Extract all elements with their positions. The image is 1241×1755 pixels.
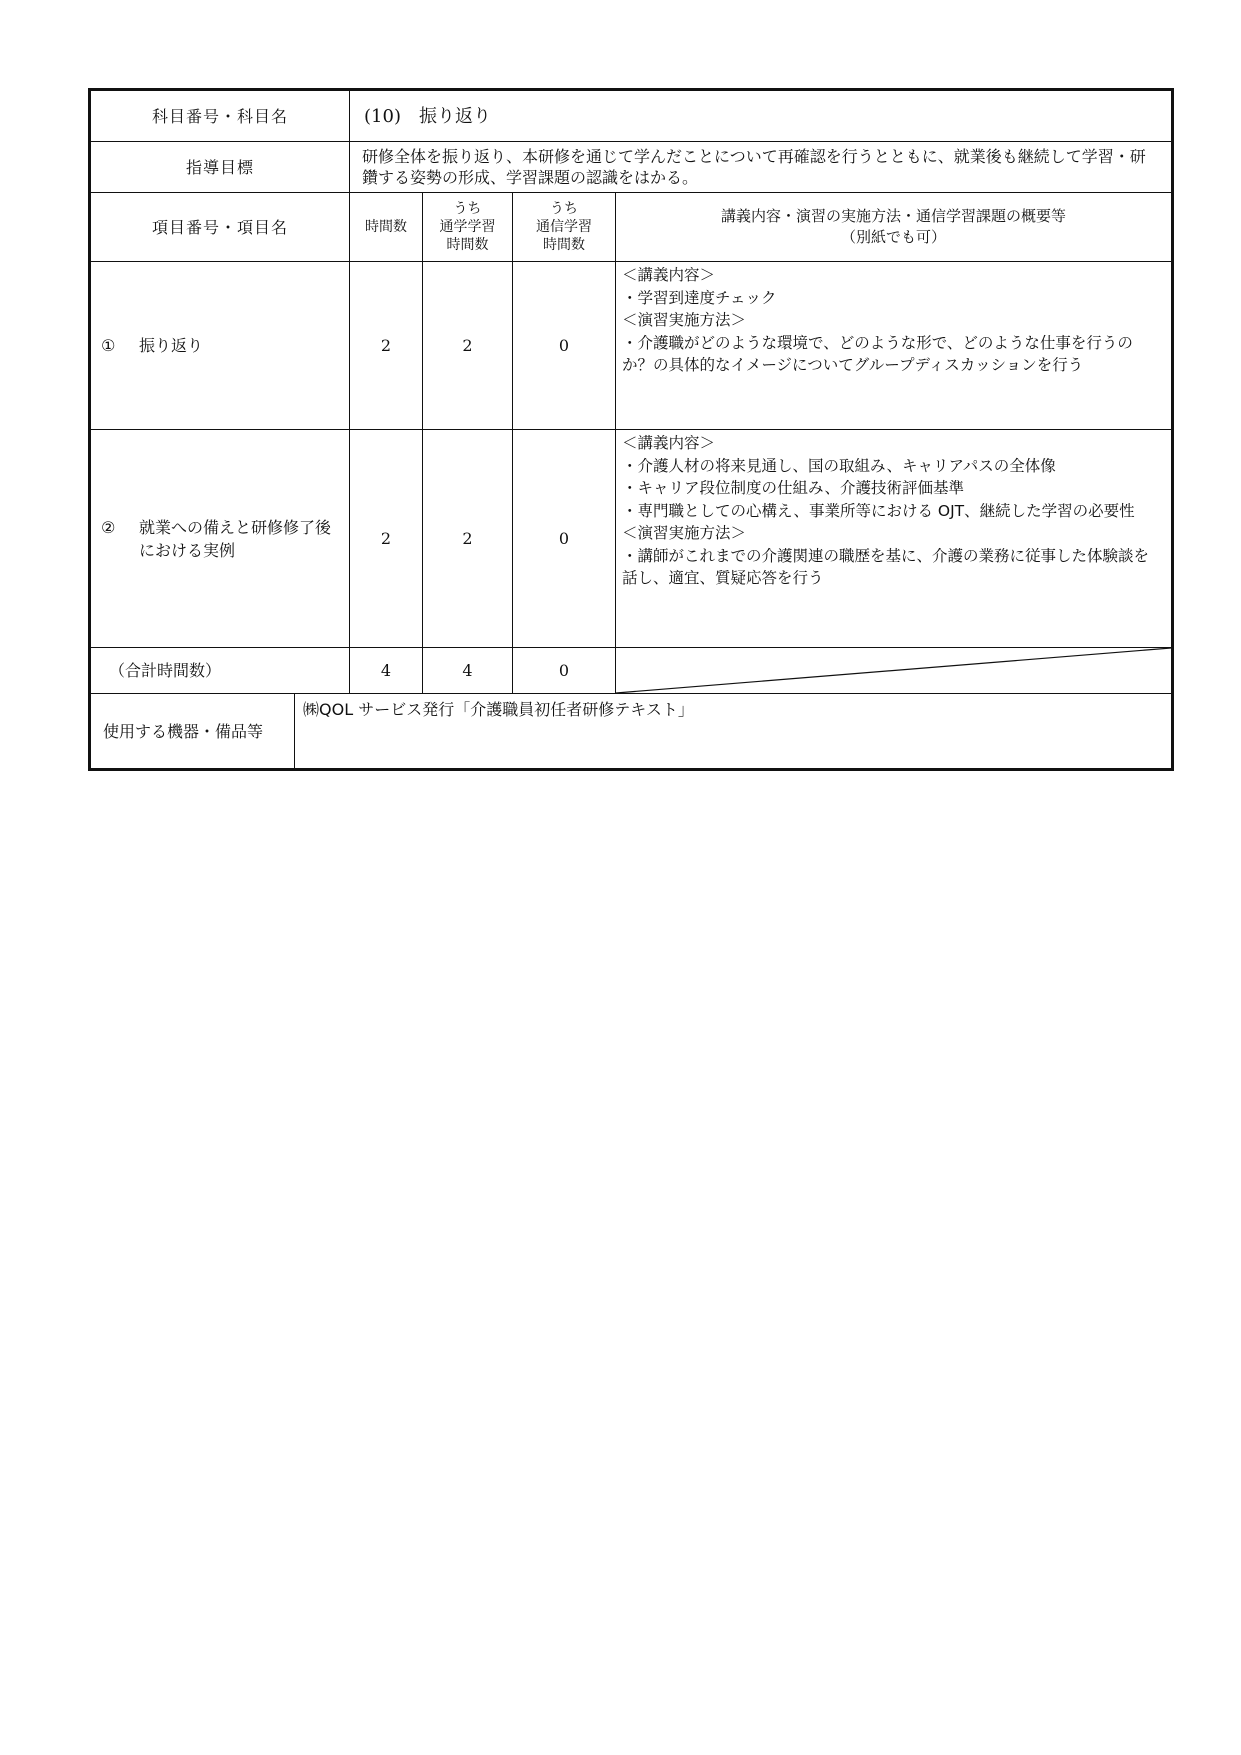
total-hours: 4 [350,648,423,694]
header-attend-hours [423,193,513,262]
item-label-cell [90,262,350,430]
total-attend-hours: 4 [423,648,513,694]
curriculum-sheet [88,88,1171,771]
item-hours: 2 [350,262,423,430]
item-number: ① [101,336,116,355]
item-name: 就業への備えと研修修了後における実例 [139,517,332,560]
header-attend-line1: うち [453,201,482,217]
detail-line: ・介護職がどのような環境で、どのような形で、どのような仕事を行うのか？の具体的なイメージについてグループディスカッションを行う [622,333,1133,374]
equipment-label: 使用する機器・備品等 [90,694,295,770]
item-attend-hours: 2 [423,430,513,648]
header-remote-line1: うち [550,201,579,217]
header-hours: 時間数 [350,193,423,262]
item-label-cell [90,430,350,648]
total-detail-blank [616,648,1173,694]
subject-row [90,90,1173,142]
detail-line: ＜講義内容＞ [622,266,716,284]
column-header-row [90,193,1173,262]
goal-row [90,142,1173,193]
curriculum-table [88,88,1174,771]
detail-line: ・介護人材の将来見通し、国の取組み、キャリアパスの全体像 [622,456,1056,475]
item-hours: 2 [350,430,423,648]
header-detail [616,193,1173,262]
total-remote-hours: 0 [513,648,616,694]
item-attend-hours: 2 [423,262,513,430]
goal-value: 研修全体を振り返り、本研修を通じて学んだことについて再確認を行うとともに、就業後も継続して学習・研鑽する姿勢の形成、学習課題の認識をはかる。 [350,142,1173,193]
header-remote-hours [513,193,616,262]
header-detail-line1: 講義内容・演習の実施方法・通信学習課題の概要等 [721,207,1067,225]
equipment-value: ㈱QOL サービス発行「介護職員初任者研修テキスト」 [295,694,1173,770]
item-remote-hours: 0 [513,262,616,430]
item-number: ② [101,517,116,537]
item-name: 振り返り [139,336,204,355]
header-attend-line3: 時間数 [446,237,489,253]
detail-line: ・専門職としての心構え、事業所等における OJT、継続した学習の必要性 [622,501,1135,520]
total-row [90,648,1173,694]
table-row [90,430,1173,648]
header-remote-line3: 時間数 [543,237,586,253]
subject-value: (10) 振り返り [350,90,1173,142]
total-label: （合計時間数） [90,648,350,694]
table-row [90,262,1173,430]
diagonal-strike-line [616,648,1171,693]
detail-line: ・学習到達度チェック [622,288,777,307]
detail-line: ＜演習実施方法＞ [622,311,747,329]
detail-line: ・キャリア段位制度の仕組み、介護技術評価基準 [622,479,964,497]
header-remote-line2: 通信学習 [536,219,593,235]
detail-line: ・講師がこれまでの介護関連の職歴を基に、介護の業務に従事した体験談を話し、適宜、質疑応答を行う [622,546,1150,587]
detail-line: ＜講義内容＞ [622,434,716,452]
item-remote-hours: 0 [513,430,616,648]
header-detail-line2: （別紙でも可） [841,228,947,246]
header-attend-line2: 通学学習 [439,219,496,235]
detail-line: ＜演習実施方法＞ [622,524,747,542]
subject-label: 科目番号・科目名 [90,90,350,142]
equipment-row [90,694,1173,770]
item-detail [616,430,1173,648]
item-detail [616,262,1173,430]
goal-label: 指導目標 [90,142,350,193]
header-item: 項目番号・項目名 [90,193,350,262]
